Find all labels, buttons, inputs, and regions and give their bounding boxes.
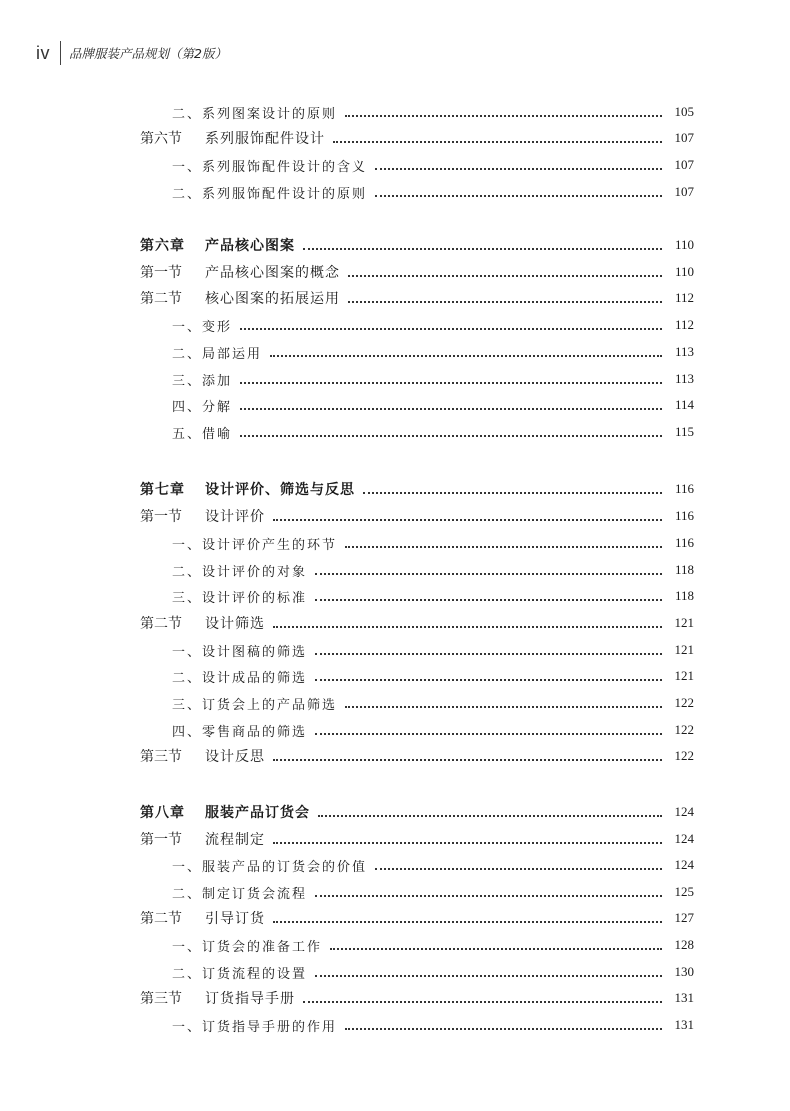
dot-leader <box>315 732 662 735</box>
toc-entry-title: 引导订货 <box>205 911 265 927</box>
toc-entry-title: 核心图案的拓展运用 <box>205 291 340 307</box>
running-header <box>36 38 227 68</box>
toc-page-number: 105 <box>674 104 694 119</box>
book-title: 品牌服装产品规划（第2版） <box>69 46 227 61</box>
toc-entry-title: 四、分解 <box>172 399 233 415</box>
toc-section-row <box>0 743 790 769</box>
dot-leader <box>240 407 662 410</box>
toc-entry-title: 五、借喻 <box>172 426 233 442</box>
page-number: iv <box>36 42 50 63</box>
toc-page-number: 115 <box>674 424 694 439</box>
toc-item-row <box>0 1012 790 1038</box>
toc-page-number: 124 <box>674 857 694 872</box>
dot-leader <box>333 140 662 143</box>
toc-page-number: 128 <box>674 937 694 952</box>
toc-entry-title: 二、局部运用 <box>172 346 263 362</box>
toc-entry-title: 一、设计图稿的筛选 <box>172 644 308 660</box>
chapter-label: 第六章 <box>140 238 185 254</box>
dot-leader <box>273 625 662 628</box>
toc-item-row <box>0 717 790 743</box>
toc-chapter-row <box>0 799 790 825</box>
dot-leader <box>273 518 662 521</box>
toc-page-number: 127 <box>674 910 694 925</box>
toc-item-row <box>0 852 790 878</box>
dot-leader <box>318 814 662 817</box>
toc-item-row <box>0 366 790 392</box>
toc-entry-title: 三、添加 <box>172 373 233 389</box>
dot-leader <box>315 678 662 681</box>
dot-leader <box>330 947 662 950</box>
section-label: 第三节 <box>140 991 182 1007</box>
toc-item-row <box>0 530 790 556</box>
dot-leader <box>270 354 662 357</box>
toc-page-number: 121 <box>674 615 694 630</box>
toc-item-row <box>0 932 790 958</box>
toc-entry-title: 一、服装产品的订货会的价值 <box>172 859 368 875</box>
toc-page-number: 118 <box>674 562 694 577</box>
section-label: 第一节 <box>140 265 182 281</box>
toc-entry-title: 一、变形 <box>172 319 233 335</box>
section-label: 第三节 <box>140 749 182 765</box>
toc-page-number: 107 <box>674 130 694 145</box>
dot-leader <box>348 300 662 303</box>
toc-item-row <box>0 637 790 663</box>
section-label: 第二节 <box>140 616 182 632</box>
toc-entry-title: 产品核心图案的概念 <box>205 265 340 281</box>
dot-leader <box>315 652 662 655</box>
toc-page-number: 124 <box>674 831 694 846</box>
toc-page-number: 113 <box>674 344 694 359</box>
toc-page-number: 131 <box>674 1017 694 1032</box>
toc-section-row <box>0 826 790 852</box>
toc-item-row <box>0 959 790 985</box>
toc-entry-title: 二、设计评价的对象 <box>172 564 308 580</box>
section-label: 第一节 <box>140 832 182 848</box>
toc-page-number: 124 <box>674 804 694 819</box>
toc-page-number: 116 <box>674 535 694 550</box>
toc-entry-title: 订货指导手册 <box>205 991 295 1007</box>
chapter-label: 第八章 <box>140 805 185 821</box>
dot-leader <box>240 434 662 437</box>
toc-page-number: 122 <box>674 722 694 737</box>
dot-leader <box>315 598 662 601</box>
toc-page-number: 112 <box>674 290 694 305</box>
toc-entry-title: 一、系列服饰配件设计的含义 <box>172 159 368 175</box>
dot-leader <box>303 1000 662 1003</box>
section-label: 第二节 <box>140 291 182 307</box>
toc-page-number: 122 <box>674 748 694 763</box>
toc-entry-title: 二、系列服饰配件设计的原则 <box>172 186 368 202</box>
toc-item-row <box>0 339 790 365</box>
toc-section-row <box>0 905 790 931</box>
toc-entry-title: 二、订货流程的设置 <box>172 966 308 982</box>
toc-entry-title: 三、订货会上的产品筛选 <box>172 697 338 713</box>
toc-item-row <box>0 152 790 178</box>
toc-section-row <box>0 259 790 285</box>
dot-leader <box>345 545 662 548</box>
toc-entry-title: 一、订货会的准备工作 <box>172 939 323 955</box>
toc-entry-title: 设计反思 <box>205 749 265 765</box>
toc-page-number: 112 <box>674 317 694 332</box>
toc-entry-title: 四、零售商品的筛选 <box>172 724 308 740</box>
toc-entry-title: 设计评价、筛选与反思 <box>205 482 355 498</box>
toc-item-row <box>0 179 790 205</box>
toc-page-number: 107 <box>674 157 694 172</box>
toc-entry-title: 二、系列图案设计的原则 <box>172 106 338 122</box>
toc-page-number: 125 <box>674 884 694 899</box>
dot-leader <box>345 1027 662 1030</box>
toc-item-row <box>0 557 790 583</box>
toc-item-row <box>0 419 790 445</box>
dot-leader <box>375 867 662 870</box>
toc-section-row <box>0 125 790 151</box>
toc-item-row <box>0 392 790 418</box>
toc-entry-title: 设计评价 <box>205 509 265 525</box>
toc-entry-title: 产品核心图案 <box>205 238 295 254</box>
section-label: 第六节 <box>140 131 182 147</box>
toc-item-row <box>0 312 790 338</box>
toc-page-number: 131 <box>674 990 694 1005</box>
toc-page-number: 130 <box>674 964 694 979</box>
toc-page-number: 110 <box>674 237 694 252</box>
toc-entry-title: 一、订货指导手册的作用 <box>172 1019 338 1035</box>
toc-page-number: 116 <box>674 481 694 496</box>
toc-chapter-row <box>0 476 790 502</box>
toc-section-row <box>0 985 790 1011</box>
toc-entry-title: 二、制定订货会流程 <box>172 886 308 902</box>
dot-leader <box>345 705 662 708</box>
dot-leader <box>240 381 662 384</box>
toc-page-number: 121 <box>674 642 694 657</box>
toc-chapter-row <box>0 232 790 258</box>
toc-item-row <box>0 879 790 905</box>
dot-leader <box>273 758 662 761</box>
toc-page-number: 121 <box>674 668 694 683</box>
toc-page-number: 110 <box>674 264 694 279</box>
toc-item-row <box>0 99 790 125</box>
dot-leader <box>315 572 662 575</box>
toc-entry-title: 二、设计成品的筛选 <box>172 670 308 686</box>
toc-item-row <box>0 663 790 689</box>
dot-leader <box>375 194 662 197</box>
header-divider <box>60 41 61 65</box>
toc-section-row <box>0 503 790 529</box>
toc-item-row <box>0 690 790 716</box>
toc-entry-title: 设计筛选 <box>205 616 265 632</box>
toc-page-number: 114 <box>674 397 694 412</box>
toc-section-row <box>0 285 790 311</box>
toc-page-number: 116 <box>674 508 694 523</box>
toc-section-row <box>0 610 790 636</box>
toc-page-number: 113 <box>674 371 694 386</box>
toc-entry-title: 流程制定 <box>205 832 265 848</box>
toc-entry-title: 服装产品订货会 <box>205 805 310 821</box>
dot-leader <box>273 920 662 923</box>
toc-page-number: 107 <box>674 184 694 199</box>
toc-entry-title: 三、设计评价的标准 <box>172 590 308 606</box>
section-label: 第一节 <box>140 509 182 525</box>
toc-entry-title: 系列服饰配件设计 <box>205 131 325 147</box>
dot-leader <box>273 841 662 844</box>
section-label: 第二节 <box>140 911 182 927</box>
dot-leader <box>348 274 662 277</box>
dot-leader <box>303 247 662 250</box>
toc-entry-title: 一、设计评价产生的环节 <box>172 537 338 553</box>
dot-leader <box>315 974 662 977</box>
dot-leader <box>375 167 662 170</box>
dot-leader <box>315 894 662 897</box>
chapter-label: 第七章 <box>140 482 185 498</box>
toc-page-number: 122 <box>674 695 694 710</box>
toc-item-row <box>0 583 790 609</box>
toc-page-number: 118 <box>674 588 694 603</box>
dot-leader <box>240 327 662 330</box>
dot-leader <box>345 114 662 117</box>
dot-leader <box>363 491 662 494</box>
